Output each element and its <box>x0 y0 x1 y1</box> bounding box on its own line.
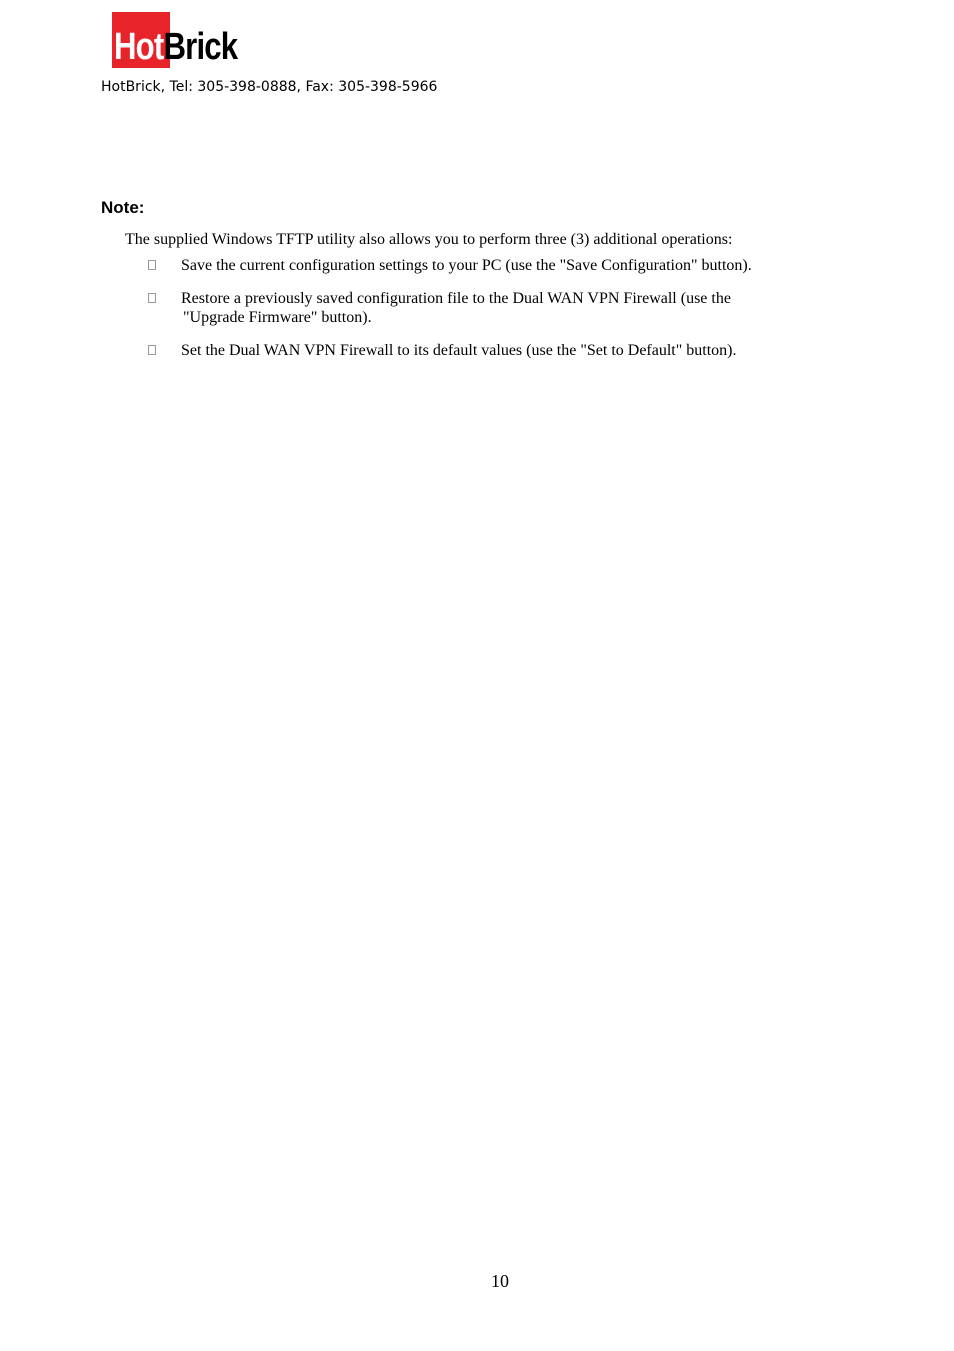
logo-brick-text: Brick <box>163 26 238 68</box>
checkbox-icon <box>148 260 156 270</box>
list-item-text-line1: Restore a previously saved configuration file to the Dual WAN VPN Firewall (use the <box>181 290 731 307</box>
list-item-text-line2: "Upgrade Firmware" button). <box>183 309 372 326</box>
note-heading: Note: <box>101 198 145 217</box>
checkbox-icon <box>148 293 156 303</box>
logo-wordmark <box>114 26 237 68</box>
checkbox-icon <box>148 345 156 355</box>
page-number: 10 <box>491 1271 509 1291</box>
list-item-text <box>181 289 831 327</box>
contact-line: HotBrick, Tel: 305-398-0888, Fax: 305-398-5966 <box>101 79 438 95</box>
logo-hot-text: Hot <box>114 26 164 68</box>
note-intro: The supplied Windows TFTP utility also allows you to perform three (3) additional operations: <box>125 231 733 248</box>
hotbrick-logo <box>112 12 258 68</box>
list-item-text: Save the current configuration settings to your PC (use the "Save Configuration" button). <box>181 257 752 274</box>
list-item-text: Set the Dual WAN VPN Firewall to its default values (use the "Set to Default" button). <box>181 342 737 359</box>
